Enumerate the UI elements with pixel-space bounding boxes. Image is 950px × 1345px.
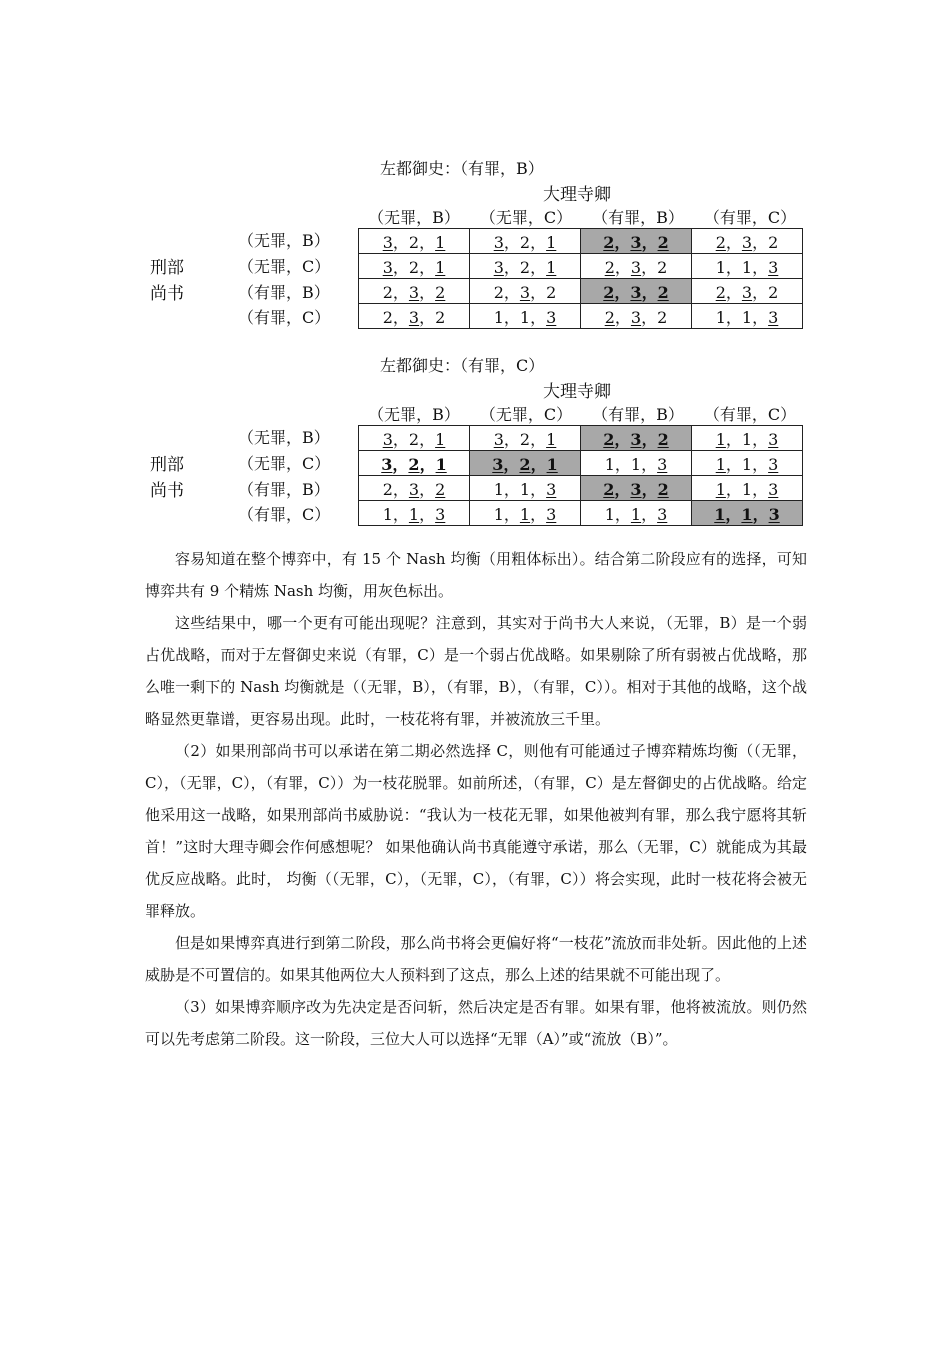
payoff-table xyxy=(358,228,803,329)
payoff-separator: ， xyxy=(614,282,631,302)
payoff-value: 1 xyxy=(741,307,753,327)
payoff-cell xyxy=(470,451,581,476)
paragraph: 这些结果中，哪一个更有可能出现呢？注意到，其实对于尚书大人来说，（无罪，B）是一个弱占优战略，而对于左督御史来说（有罪，C）是一个弱占优战略。如果剔除了所有弱被占优战略，那么唯一剩下的 Nash 均衡就是（（无罪，B），（有罪，B），（有罪，C））。相对于其他的战略，这个战略显然更靠谱，更容易出现。此时，一枝花将有罪，并被流放三千里。 xyxy=(145,614,807,728)
payoff-cell xyxy=(692,229,803,254)
payoff-cell xyxy=(470,254,581,279)
row-header: （有罪，B） xyxy=(238,479,330,499)
row-header: （无罪，C） xyxy=(238,256,331,276)
payoff-separator: ， xyxy=(392,307,409,327)
payoff-value: 3 xyxy=(493,429,504,449)
payoff-value: 2 xyxy=(519,454,531,474)
payoff-cell xyxy=(581,426,692,451)
payoff-cell xyxy=(581,304,692,329)
payoff-separator: ， xyxy=(419,429,436,449)
column-headers xyxy=(358,205,806,228)
payoff-separator: ， xyxy=(641,429,658,449)
payoff-value: 3 xyxy=(768,429,779,449)
payoff-cell xyxy=(692,254,803,279)
payoff-cell xyxy=(359,426,470,451)
payoff-value: 2 xyxy=(519,232,531,252)
row-player-title-line: 刑部 xyxy=(150,258,184,278)
payoff-separator: ， xyxy=(419,479,436,499)
payoff-value: 1 xyxy=(493,307,504,327)
table-row xyxy=(359,476,803,501)
payoff-cell xyxy=(470,501,581,526)
column-header: （有罪，B） xyxy=(592,405,684,424)
payoff-separator: ， xyxy=(725,232,742,252)
row-header: （无罪，B） xyxy=(238,428,330,447)
payoff-value: 3 xyxy=(546,307,557,327)
payoff-separator: ， xyxy=(641,257,658,277)
payoff-value: 1 xyxy=(715,479,726,499)
payoff-separator: ， xyxy=(725,479,742,499)
column-headers xyxy=(358,402,806,425)
payoff-value: 1 xyxy=(630,454,642,474)
row-headers xyxy=(238,425,330,528)
table-caption: 左都御史：（有罪，B） xyxy=(380,159,544,178)
payoff-value: 3 xyxy=(741,282,753,302)
payoff-separator: ， xyxy=(641,454,658,474)
table-row xyxy=(359,501,803,526)
payoff-value: 3 xyxy=(546,504,557,524)
paragraph: （3）如果博弈顺序改为先决定是否问斩，然后决定是否有罪。如果有罪，他将被流放。则仍然可以先考虑第二阶段。这一阶段，三位大人可以选择“无罪（A）”或“流放（B）”。 xyxy=(145,998,807,1048)
payoff-value: 1 xyxy=(382,504,393,524)
payoff-value: 3 xyxy=(519,282,531,302)
payoff-cell xyxy=(470,426,581,451)
payoff-value: 3 xyxy=(768,257,779,277)
payoff-cell xyxy=(359,501,470,526)
payoff-separator: ， xyxy=(530,479,547,499)
payoff-value: 2 xyxy=(603,232,615,252)
payoff-cell xyxy=(359,304,470,329)
payoff-separator: ， xyxy=(725,307,742,327)
table-row xyxy=(359,279,803,304)
payoff-value: 3 xyxy=(630,257,642,277)
payoff-separator: ， xyxy=(419,232,436,252)
column-header: （有罪，C） xyxy=(703,208,797,227)
payoff-cell xyxy=(359,229,470,254)
payoff-cell xyxy=(470,476,581,501)
payoff-value: 1 xyxy=(741,454,753,474)
body-text xyxy=(145,543,807,1055)
payoff-value: 1 xyxy=(714,504,726,524)
payoff-separator: ， xyxy=(503,429,520,449)
payoff-value: 3 xyxy=(657,454,668,474)
payoff-value: 2 xyxy=(493,282,504,302)
payoff-cell xyxy=(359,476,470,501)
payoff-value: 2 xyxy=(435,479,446,499)
payoff-value: 2 xyxy=(382,282,393,302)
payoff-separator: ， xyxy=(725,257,742,277)
payoff-value: 2 xyxy=(768,282,779,302)
payoff-separator: ， xyxy=(530,257,547,277)
payoff-separator: ， xyxy=(725,504,742,524)
payoff-cell xyxy=(470,304,581,329)
payoff-separator: ， xyxy=(614,479,631,499)
payoff-separator: ， xyxy=(641,307,658,327)
payoff-value: 1 xyxy=(519,504,531,524)
payoff-separator: ， xyxy=(530,232,547,252)
payoff-value: 1 xyxy=(715,429,726,449)
payoff-separator: ， xyxy=(752,282,769,302)
row-header: （无罪，B） xyxy=(238,231,330,250)
payoff-value: 3 xyxy=(630,232,642,252)
payoff-separator: ， xyxy=(614,429,631,449)
payoff-value: 3 xyxy=(630,479,642,499)
payoff-separator: ， xyxy=(530,429,547,449)
payoff-value: 1 xyxy=(493,479,504,499)
table-row xyxy=(359,304,803,329)
payoff-value: 2 xyxy=(657,232,669,252)
column-player-title: 大理寺卿 xyxy=(543,382,611,402)
payoff-cell xyxy=(581,229,692,254)
payoff-separator: ， xyxy=(419,504,436,524)
paragraph: （2）如果刑部尚书可以承诺在第二期必然选择 C，则他有可能通过子博弈精炼均衡（（无罪，C），（无罪，C），（有罪，C））为一枝花脱罪。如前所述，（有罪，C）是左督御史的占优战略。给定他采用这一战略，如果刑部尚书威胁说：“我认为一枝花无罪，如果他被判有罪，那么我宁愿将其斩首！”这时大理寺卿会作何感想呢？ 如果他确认尚书真能遵守承诺，那么（无罪，C）就能成为其最优反应战略。此时， 均衡（（无罪，C），（无罪，C），（有罪，C））将会实现，此时一枝花将会被无罪释放。 xyxy=(145,742,807,920)
payoff-separator: ， xyxy=(503,232,520,252)
payoff-separator: ， xyxy=(725,454,742,474)
payoff-cell xyxy=(581,476,692,501)
payoff-separator: ， xyxy=(614,257,631,277)
payoff-separator: ， xyxy=(752,479,769,499)
payoff-separator: ， xyxy=(752,232,769,252)
payoff-cell xyxy=(359,451,470,476)
payoff-cell xyxy=(581,451,692,476)
table-row xyxy=(359,426,803,451)
payoff-separator: ， xyxy=(503,504,520,524)
payoff-separator: ， xyxy=(530,307,547,327)
payoff-value: 1 xyxy=(546,429,557,449)
payoff-value: 2 xyxy=(408,257,420,277)
payoff-separator: ， xyxy=(752,429,769,449)
payoff-separator: ， xyxy=(503,257,520,277)
payoff-value: 3 xyxy=(657,504,668,524)
table-row xyxy=(359,451,803,476)
payoff-value: 2 xyxy=(546,282,557,302)
payoff-value: 2 xyxy=(657,282,669,302)
payoff-separator: ， xyxy=(641,282,658,302)
row-player-title-line: 尚书 xyxy=(150,481,184,501)
payoff-separator: ， xyxy=(419,282,436,302)
row-header: （有罪，C） xyxy=(238,505,331,525)
row-header: （有罪，B） xyxy=(238,282,330,302)
payoff-value: 3 xyxy=(768,504,780,524)
payoff-separator: ， xyxy=(530,282,547,302)
table-row xyxy=(359,229,803,254)
payoff-value: 3 xyxy=(768,479,779,499)
column-header: （有罪，B） xyxy=(592,208,684,227)
payoff-value: 2 xyxy=(768,232,779,252)
payoff-value: 2 xyxy=(657,307,668,327)
payoff-cell xyxy=(692,501,803,526)
column-header: （有罪，C） xyxy=(703,405,797,424)
payoff-value: 2 xyxy=(657,429,669,449)
payoff-cell xyxy=(692,304,803,329)
payoff-separator: ， xyxy=(752,454,769,474)
payoff-separator: ， xyxy=(641,504,658,524)
payoff-value: 3 xyxy=(435,504,446,524)
payoff-separator: ， xyxy=(530,454,547,474)
row-player-title xyxy=(150,452,184,504)
payoff-separator: ， xyxy=(503,479,520,499)
row-header: （无罪，C） xyxy=(238,453,331,473)
row-header: （有罪，C） xyxy=(238,308,331,328)
payoff-value: 2 xyxy=(435,307,446,327)
payoff-cell xyxy=(692,451,803,476)
payoff-value: 2 xyxy=(603,479,615,499)
payoff-value: 1 xyxy=(546,232,557,252)
payoff-separator: ， xyxy=(725,282,742,302)
column-header: （无罪，C） xyxy=(479,405,573,424)
payoff-cell xyxy=(470,229,581,254)
payoff-value: 1 xyxy=(604,454,615,474)
payoff-value: 2 xyxy=(382,479,393,499)
payoff-value: 1 xyxy=(408,504,420,524)
payoff-separator: ， xyxy=(641,232,658,252)
payoff-value: 3 xyxy=(741,232,753,252)
paragraph: 但是如果博弈真进行到第二阶段，那么尚书将会更偏好将“一枝花”流放而非处斩。因此他的上述威胁是不可置信的。如果其他两位大人预料到了这点，那么上述的结果就不可能出现了。 xyxy=(145,934,807,984)
payoff-value: 3 xyxy=(493,232,504,252)
payoff-separator: ， xyxy=(419,454,436,474)
payoff-value: 1 xyxy=(630,504,642,524)
payoff-cell xyxy=(692,426,803,451)
payoff-separator: ， xyxy=(641,479,658,499)
payoff-value: 1 xyxy=(741,479,753,499)
paragraph: 容易知道在整个博弈中，有 15 个 Nash 均衡（用粗体标出）。结合第二阶段应有的选择，可知博弈共有 9 个精炼 Nash 均衡，用灰色标出。 xyxy=(145,550,807,600)
payoff-value: 3 xyxy=(630,429,642,449)
payoff-separator: ， xyxy=(752,504,769,524)
payoff-value: 2 xyxy=(657,479,669,499)
table-caption: 左都御史：（有罪，C） xyxy=(380,356,545,375)
payoff-value: 3 xyxy=(408,479,420,499)
payoff-separator: ， xyxy=(614,232,631,252)
payoff-value: 1 xyxy=(435,257,446,277)
payoff-value: 3 xyxy=(408,282,420,302)
payoff-separator: ， xyxy=(392,504,409,524)
payoff-value: 1 xyxy=(519,307,531,327)
row-player-title xyxy=(150,255,184,307)
payoff-separator: ， xyxy=(614,454,631,474)
column-header: （无罪，B） xyxy=(368,208,460,227)
payoff-value: 1 xyxy=(604,504,615,524)
payoff-value: 2 xyxy=(408,232,420,252)
payoff-separator: ， xyxy=(392,282,409,302)
row-player-title-line: 尚书 xyxy=(150,284,184,304)
payoff-separator: ， xyxy=(725,429,742,449)
payoff-value: 3 xyxy=(382,232,393,252)
column-player-title: 大理寺卿 xyxy=(543,185,611,205)
payoff-value: 1 xyxy=(435,429,446,449)
payoff-value: 1 xyxy=(741,504,753,524)
payoff-value: 3 xyxy=(630,307,642,327)
payoff-value: 2 xyxy=(519,257,531,277)
payoff-cell xyxy=(581,501,692,526)
payoff-value: 2 xyxy=(603,282,615,302)
payoff-value: 1 xyxy=(546,454,558,474)
payoff-separator: ， xyxy=(392,257,409,277)
payoff-separator: ， xyxy=(752,257,769,277)
payoff-value: 1 xyxy=(493,504,504,524)
row-player-title-line: 刑部 xyxy=(150,455,184,475)
payoff-separator: ， xyxy=(530,504,547,524)
payoff-separator: ， xyxy=(503,454,520,474)
column-header: （无罪，C） xyxy=(479,208,573,227)
payoff-cell xyxy=(359,279,470,304)
payoff-value: 2 xyxy=(715,232,726,252)
table-row xyxy=(359,254,803,279)
payoff-value: 3 xyxy=(492,454,504,474)
payoff-value: 1 xyxy=(519,479,531,499)
column-header: （无罪，B） xyxy=(368,405,460,424)
payoff-value: 1 xyxy=(741,257,753,277)
payoff-cell xyxy=(470,279,581,304)
payoff-value: 2 xyxy=(408,429,420,449)
payoff-value: 1 xyxy=(546,257,557,277)
payoff-cell xyxy=(692,476,803,501)
payoff-value: 3 xyxy=(382,429,393,449)
payoff-value: 1 xyxy=(741,429,753,449)
payoff-separator: ， xyxy=(503,307,520,327)
payoff-value: 1 xyxy=(435,232,446,252)
payoff-separator: ， xyxy=(503,282,520,302)
payoff-separator: ， xyxy=(419,307,436,327)
payoff-value: 3 xyxy=(382,257,393,277)
payoff-value: 2 xyxy=(603,429,615,449)
payoff-cell xyxy=(692,279,803,304)
payoff-value: 3 xyxy=(381,454,393,474)
payoff-value: 3 xyxy=(768,454,779,474)
payoff-separator: ， xyxy=(752,307,769,327)
payoff-value: 2 xyxy=(519,429,531,449)
payoff-value: 1 xyxy=(715,257,726,277)
payoff-cell xyxy=(359,254,470,279)
payoff-value: 3 xyxy=(493,257,504,277)
payoff-value: 2 xyxy=(715,282,726,302)
payoff-value: 2 xyxy=(604,257,615,277)
payoff-table xyxy=(358,425,803,526)
payoff-value: 3 xyxy=(630,282,642,302)
payoff-value: 3 xyxy=(768,307,779,327)
payoff-cell xyxy=(581,254,692,279)
payoff-cell xyxy=(581,279,692,304)
payoff-value: 2 xyxy=(435,282,446,302)
payoff-separator: ， xyxy=(392,454,409,474)
payoff-value: 1 xyxy=(715,454,726,474)
payoff-separator: ， xyxy=(392,232,409,252)
payoff-value: 3 xyxy=(408,307,420,327)
payoff-separator: ， xyxy=(419,257,436,277)
payoff-value: 1 xyxy=(715,307,726,327)
payoff-separator: ， xyxy=(392,429,409,449)
row-headers xyxy=(238,228,330,331)
payoff-value: 2 xyxy=(408,454,420,474)
payoff-value: 2 xyxy=(657,257,668,277)
payoff-separator: ， xyxy=(614,307,631,327)
payoff-value: 2 xyxy=(382,307,393,327)
payoff-value: 1 xyxy=(435,454,447,474)
payoff-value: 2 xyxy=(604,307,615,327)
payoff-separator: ， xyxy=(614,504,631,524)
payoff-separator: ， xyxy=(392,479,409,499)
payoff-value: 3 xyxy=(546,479,557,499)
